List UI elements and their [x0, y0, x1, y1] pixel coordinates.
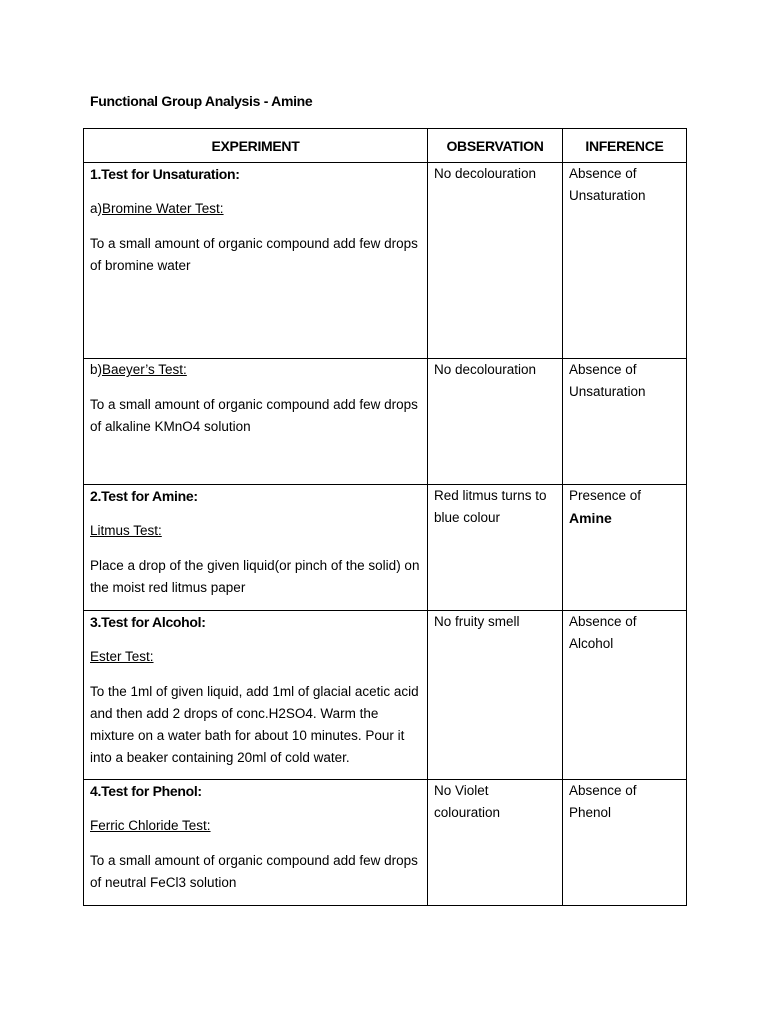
- sub-test-name: [90, 198, 421, 220]
- test-heading-phenol: 4.Test for Phenol:: [90, 783, 202, 799]
- inference-cell: [563, 359, 687, 485]
- table-row-litmus-test: [84, 485, 687, 611]
- inference-subject: Amine: [569, 510, 612, 526]
- sub-test-title: Ester Test:: [90, 649, 154, 664]
- test-heading-amine: 2.Test for Amine:: [90, 488, 198, 504]
- table-row-ferric-chloride-test: [84, 780, 687, 906]
- sub-test-title: Ferric Chloride Test:: [90, 818, 211, 833]
- observation-cell: No decolouration: [428, 359, 563, 485]
- table-row-baeyers-test: [84, 359, 687, 485]
- procedure-text: To a small amount of organic compound add few drops of neutral FeCl3 solution: [90, 853, 418, 890]
- procedure-text: To a small amount of organic compound add few drops of alkaline KMnO4 solution: [90, 397, 418, 434]
- inference-prefix: Absence of: [569, 783, 637, 798]
- table-row-bromine-water-test: [84, 163, 687, 359]
- inference-subject: Unsaturation: [569, 188, 646, 203]
- procedure-text: To the 1ml of given liquid, add 1ml of glacial acetic acid and then add 2 drops of conc.H2SO4. Warm the mixture on a water bath for about 10 minutes. Pour it into a beaker containing 20ml of cold water.: [90, 684, 419, 765]
- experiment-cell: [84, 163, 428, 359]
- observation-cell: Red litmus turns to blue colour: [428, 485, 563, 611]
- table-row-ester-test: [84, 611, 687, 780]
- inference-cell: [563, 485, 687, 611]
- experiment-cell: [84, 611, 428, 780]
- inference-prefix: Absence of: [569, 166, 637, 181]
- experiment-cell: [84, 780, 428, 906]
- test-heading-alcohol: 3.Test for Alcohol:: [90, 614, 206, 630]
- test-heading-unsaturation: 1.Test for Unsaturation:: [90, 166, 240, 182]
- column-header-observation: OBSERVATION: [428, 129, 563, 163]
- sub-test-prefix: b): [90, 362, 103, 377]
- column-header-inference: INFERENCE: [563, 129, 687, 163]
- page-title: Functional Group Analysis - Amine: [90, 93, 313, 109]
- functional-group-table: [83, 128, 687, 906]
- column-header-experiment: EXPERIMENT: [84, 129, 428, 163]
- procedure-text: To a small amount of organic compound add few drops of bromine water: [90, 236, 418, 273]
- inference-cell: [563, 163, 687, 359]
- experiment-cell: [84, 359, 428, 485]
- sub-test-title: Bromine Water Test:: [102, 201, 224, 216]
- inference-subject: Phenol: [569, 805, 612, 820]
- inference-cell: [563, 611, 687, 780]
- inference-prefix: Presence of: [569, 488, 642, 503]
- experiment-cell: [84, 485, 428, 611]
- sub-test-title: Baeyer’s Test:: [102, 362, 187, 377]
- observation-cell: No decolouration: [428, 163, 563, 359]
- procedure-text: Place a drop of the given liquid(or pinch of the solid) on the moist red litmus paper: [90, 558, 420, 595]
- inference-subject: Alcohol: [569, 636, 614, 651]
- table-header-row: [84, 129, 687, 163]
- inference-prefix: Absence of: [569, 362, 637, 377]
- inference-subject: Unsaturation: [569, 384, 646, 399]
- sub-test-prefix: a): [90, 201, 103, 216]
- observation-cell: No fruity smell: [428, 611, 563, 780]
- inference-prefix: Absence of: [569, 614, 637, 629]
- observation-cell: No Violet colouration: [428, 780, 563, 906]
- sub-test-name: [90, 359, 421, 381]
- inference-cell: [563, 780, 687, 906]
- sub-test-title: Litmus Test:: [90, 523, 162, 538]
